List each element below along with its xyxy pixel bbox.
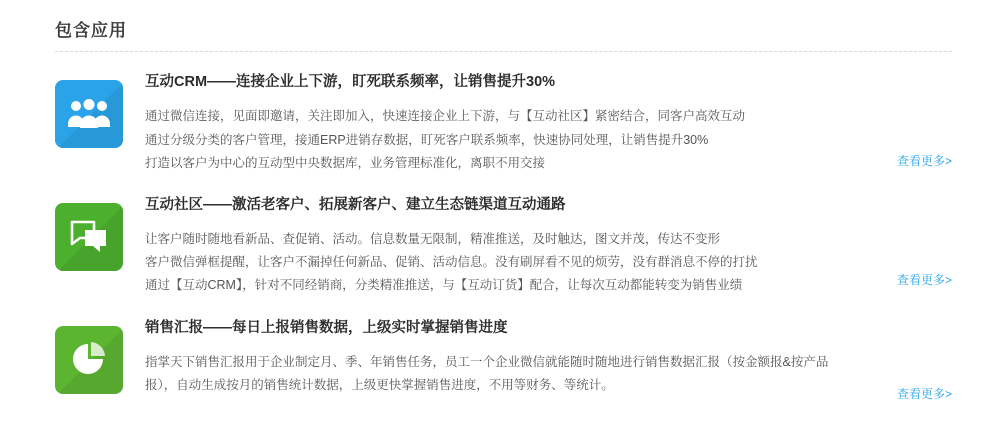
view-more-link[interactable]: 查看更多>: [896, 153, 952, 168]
list-item: [55, 52, 952, 175]
app-title: 互动CRM——连接企业上下游，盯死联系频率，让销售提升30%: [145, 74, 556, 90]
app-description: [145, 351, 842, 397]
app-icon-community: [55, 203, 123, 271]
app-description: [145, 228, 842, 297]
app-desc-line: 让客户随时随地看新品、查促销、活动。信息数量无限制，精准推送，及时触达，图文并茂，传达不变形: [145, 232, 721, 247]
app-list: [0, 52, 1007, 408]
view-more-link[interactable]: 查看更多>: [896, 272, 952, 287]
app-icon-sales-report: [55, 326, 123, 394]
app-desc-line: 指掌天下销售汇报用于企业制定月、季、年销售任务，员工一个企业微信就能随时随地进行销售数据汇报（按金额报&按产品报），自动生成按月的销售统计数据，上级更快掌握销售进度，不用等财务、等统计。: [145, 354, 829, 393]
app-desc-line: 客户微信弹框提醒，让客户不漏掉任何新品、促销、活动信息。没有刷屏看不见的烦劳，没有群消息不停的打扰: [145, 255, 758, 270]
app-description: [145, 105, 842, 174]
app-body: [123, 197, 952, 298]
app-desc-line: 通过分级分类的客户管理，接通ERP进销存数据，盯死客户联系频率，快速协同处理，让销售提升30%: [145, 132, 709, 147]
page-title: 包含应用: [55, 21, 127, 40]
app-desc-line: 通过微信连接，见面即邀请，关注即加入，快速连接企业上下游，与【互动社区】紧密结合，同客户高效互动: [145, 109, 746, 124]
app-desc-line: 通过【互动CRM】，针对不同经销商，分类精准推送，与【互动订货】配合，让每次互动都能转变为销售业绩: [145, 278, 743, 293]
list-item: [55, 298, 952, 408]
chat-bubble-icon: [55, 203, 123, 271]
app-body: [123, 320, 952, 398]
people-group-icon: [55, 80, 123, 148]
view-more-link[interactable]: 查看更多>: [896, 386, 952, 401]
app-desc-line: 打造以客户为中心的互动型中央数据库，业务管理标准化，离职不用交接: [145, 155, 546, 170]
app-title: 销售汇报——每日上报销售数据，上级实时掌握销售进度: [145, 319, 508, 336]
app-title: 互动社区——激活老客户、拓展新客户、建立生态链渠道互动通路: [145, 196, 566, 213]
pie-chart-icon: [55, 326, 123, 394]
app-icon-crm: [55, 80, 123, 148]
list-item: [55, 175, 952, 298]
app-body: [123, 74, 952, 175]
